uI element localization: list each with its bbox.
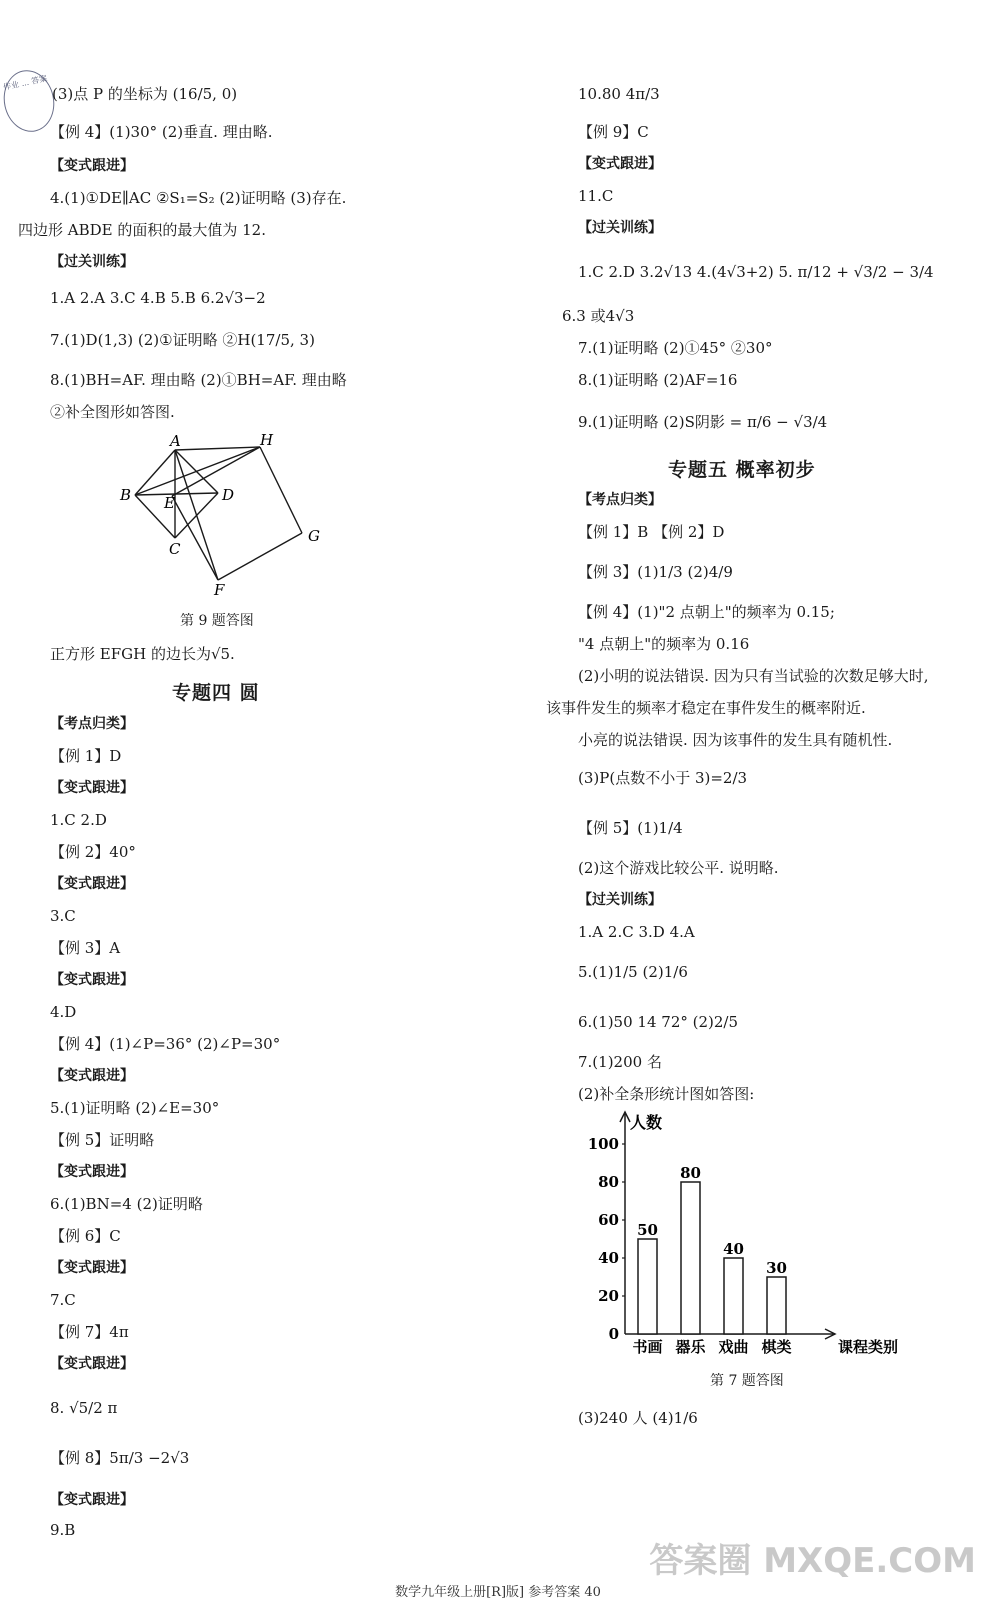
answer-line: 5.(1)1/5 (2)1/6: [578, 963, 688, 981]
section-label: 【过关训练】: [578, 892, 662, 908]
point-label: E: [164, 494, 175, 512]
watermark-text: 答案圈 MXQE.COM: [649, 1541, 976, 1581]
section-label: 【变式跟进】: [50, 876, 134, 892]
bar: [767, 1277, 786, 1334]
answer-line: 【例 1】B 【例 2】D: [578, 523, 725, 541]
answer-line: 8. √5/2 π: [50, 1399, 118, 1417]
y-tick-label: 80: [598, 1173, 619, 1191]
answer-line: 8.(1)BH=AF. 理由略 (2)①BH=AF. 理由略: [50, 371, 347, 389]
answer-line: 【例 4】(1)"2 点朝上"的频率为 0.15;: [578, 603, 835, 621]
answer-line: 【例 5】证明略: [50, 1131, 155, 1149]
segment-ah: [175, 447, 260, 450]
answer-line: 【例 4】(1)∠P=36° (2)∠P=30°: [50, 1035, 281, 1053]
bar-value-label: 40: [723, 1240, 744, 1258]
answer-line: ②补全图形如答图.: [50, 403, 175, 421]
y-tick-label: 20: [598, 1287, 619, 1305]
answer-line: 4.D: [50, 1003, 77, 1021]
answer-line: (3)点 P 的坐标为 (16/5, 0): [52, 85, 238, 103]
point-label: H: [260, 431, 274, 449]
category-label: 书画: [632, 1338, 663, 1356]
section-label: 【变式跟进】: [50, 1356, 134, 1372]
section-label: 【考点归类】: [578, 492, 662, 508]
section-label: 【变式跟进】: [50, 158, 134, 174]
page-footer: 数学九年级上册[R]版] 参考答案 40: [395, 1585, 601, 1600]
answer-line: "4 点朝上"的频率为 0.16: [578, 635, 750, 653]
bar-value-label: 50: [637, 1221, 658, 1239]
section-label: 【变式跟进】: [50, 1068, 134, 1084]
segment-ab: [135, 450, 175, 495]
bar: [724, 1258, 743, 1334]
answer-line: 8.(1)证明略 (2)AF=16: [578, 371, 738, 389]
answer-line: 7.(1)200 名: [578, 1053, 662, 1071]
answer-line: 5.(1)证明略 (2)∠E=30°: [50, 1099, 220, 1117]
answer-line: 【例 1】D: [50, 747, 122, 765]
point-label: C: [169, 540, 181, 558]
answer-line: 10.80 4π/3: [578, 85, 660, 103]
answer-line: 3.C: [50, 907, 76, 925]
section-label: 【过关训练】: [50, 254, 134, 270]
bar: [681, 1182, 700, 1334]
section-label: 【考点归类】: [50, 716, 134, 732]
point-label: G: [308, 527, 320, 545]
y-tick-label: 60: [598, 1211, 619, 1229]
answer-line: 7.(1)D(1,3) (2)①证明略 ②H(17/5, 3): [50, 331, 315, 349]
answer-line: 【例 2】40°: [50, 843, 136, 861]
y-tick-label: 40: [598, 1249, 619, 1267]
y-tick-label: 0: [608, 1325, 619, 1343]
answer-line: 该事件发生的频率才稳定在事件发生的概率附近.: [546, 699, 866, 717]
bar: [638, 1239, 657, 1334]
answer-line: 【例 7】4π: [50, 1323, 129, 1341]
answer-line: 7.C: [50, 1291, 76, 1309]
answer-line: 【例 6】C: [50, 1227, 121, 1245]
section-label: 【变式跟进】: [578, 156, 662, 172]
category-label: 棋类: [761, 1338, 792, 1356]
answer-line: (2)小明的说法错误. 因为只有当试验的次数足够大时,: [578, 667, 929, 685]
answer-line: 1.C 2.D: [50, 811, 107, 829]
answer-line: 6.3 或4√3: [562, 307, 635, 325]
answer-line: (3)240 人 (4)1/6: [578, 1409, 698, 1427]
answer-line: 【例 3】(1)1/3 (2)4/9: [578, 563, 733, 581]
answer-line: 【例 5】(1)1/4: [578, 819, 683, 837]
point-label: B: [120, 486, 132, 504]
segment-fg: [218, 533, 302, 580]
section-label: 【变式跟进】: [50, 1164, 134, 1180]
answer-line: 1.C 2.D 3.2√13 4.(4√3+2) 5. π/12 + √3/2 − 3/4: [578, 263, 934, 281]
answer-line: (3)P(点数不小于 3)=2/3: [578, 769, 748, 787]
bar-value-label: 80: [680, 1164, 701, 1182]
answer-line: (2)补全条形统计图如答图:: [578, 1085, 755, 1103]
figure-9: [110, 430, 340, 600]
answer-line: 正方形 EFGH 的边长为√5.: [50, 645, 235, 663]
answer-line: 11.C: [578, 187, 614, 205]
answer-line: 7.(1)证明略 (2)①45° ②30°: [578, 339, 773, 357]
point-label: A: [170, 432, 181, 450]
answer-line: 9.B: [50, 1521, 76, 1539]
segment-bh: [135, 447, 260, 495]
section-label: 【变式跟进】: [50, 1492, 134, 1508]
watermark: [649, 1533, 976, 1582]
point-label: D: [222, 486, 235, 504]
answer-line: (2)这个游戏比较公平. 说明略.: [578, 859, 779, 877]
chapter-heading: 专题四 圆: [172, 682, 260, 704]
answer-line: 四边形 ABDE 的面积的最大值为 12.: [18, 221, 266, 239]
category-label: 戏曲: [718, 1338, 749, 1356]
answer-line: 9.(1)证明略 (2)S阴影 = π/6 − √3/4: [578, 413, 828, 431]
figure-caption: 第 9 题答图: [180, 613, 254, 629]
segment-gh: [260, 447, 302, 533]
chart-caption: 第 7 题答图: [710, 1373, 784, 1389]
point-label: F: [214, 581, 225, 599]
answer-line: 1.A 2.C 3.D 4.A: [578, 923, 695, 941]
answer-line: 【例 8】5π/3 −2√3: [50, 1449, 190, 1467]
answer-line: 【例 9】C: [578, 123, 649, 141]
section-label: 【变式跟进】: [50, 972, 134, 988]
answer-line: 6.(1)BN=4 (2)证明略: [50, 1195, 203, 1213]
bar-value-label: 30: [766, 1259, 787, 1277]
stamp-text: 作业 ... 答案: [2, 73, 48, 92]
answer-line: 【例 4】(1)30° (2)垂直. 理由略.: [50, 123, 273, 141]
category-label: 器乐: [675, 1338, 706, 1356]
segment-af: [175, 450, 218, 580]
chapter-heading: 专题五 概率初步: [668, 459, 816, 481]
y-axis-label: 人数: [630, 1113, 663, 1132]
section-label: 【过关训练】: [578, 220, 662, 236]
answer-line: 6.(1)50 14 72° (2)2/5: [578, 1013, 739, 1031]
answer-line: 【例 3】A: [50, 939, 121, 957]
x-axis-label: 课程类别: [838, 1338, 899, 1356]
bar-chart: [580, 1108, 920, 1370]
answer-line: 1.A 2.A 3.C 4.B 5.B 6.2√3−2: [50, 289, 266, 307]
answer-line: 4.(1)①DE∥AC ②S₁=S₂ (2)证明略 (3)存在.: [50, 189, 347, 207]
y-tick-label: 100: [587, 1135, 619, 1153]
section-label: 【变式跟进】: [50, 1260, 134, 1276]
answer-line: 小亮的说法错误. 因为该事件的发生具有随机性.: [578, 731, 893, 749]
section-label: 【变式跟进】: [50, 780, 134, 796]
segment-he: [172, 447, 260, 496]
